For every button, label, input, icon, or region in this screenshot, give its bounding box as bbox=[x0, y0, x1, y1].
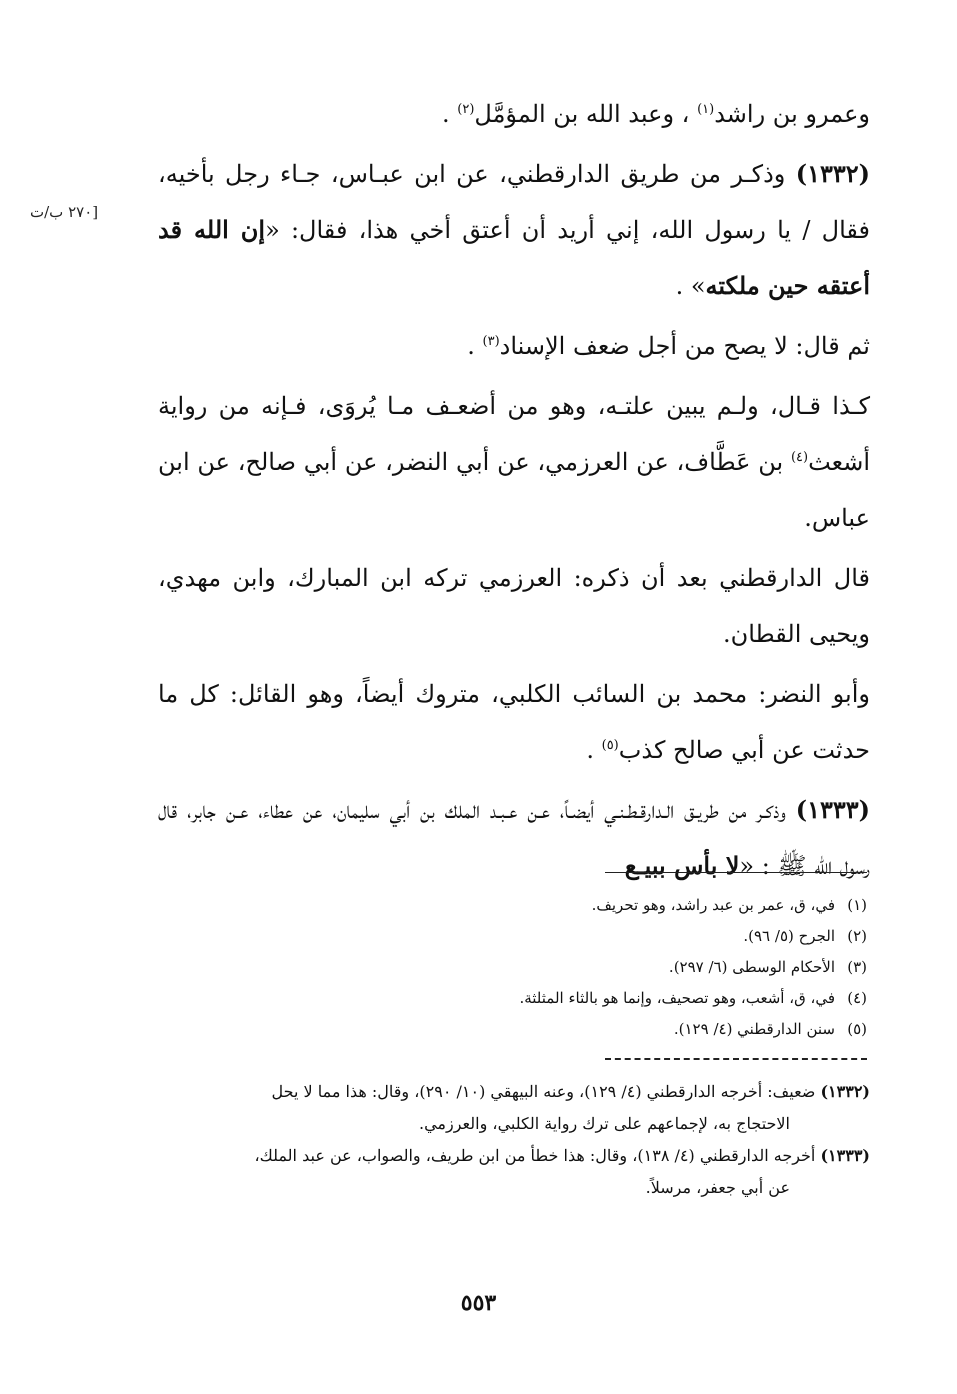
paragraph-thumma-qala: ثم قال: لا يصح من أجل ضعف الإسناد$^{(٣)}$ . bbox=[467, 332, 870, 360]
hadith-number-1333: (١٣٣٣) bbox=[795, 795, 870, 824]
footnote-ref-5: (٥) bbox=[601, 738, 619, 753]
main-text bbox=[158, 86, 870, 894]
footnotes bbox=[519, 890, 867, 1045]
footnote-ref-4: (٤) bbox=[790, 450, 809, 465]
takhrij-1333-continuation: عن أبي جعفر، مرسلاً. bbox=[645, 1178, 790, 1197]
hadith-1332: (١٣٣٢) وذكـر من طريق الدارقطني، عن ابن عبـاس، جـاء رجل بأخيه، فقال / يا رسول الله، إني أريد أن أعتق أخي هذا، فقال: «إن الله قد أعتقه حين ملكته» . bbox=[158, 159, 870, 300]
takhrij-1332: (١٣٣٢) ضعيف: أخرجه الدارقطني (٤/ ١٢٩)، وعنه البيهقي (١٠/ ٢٩٠)، وقال: هذا مما لا يحل bbox=[271, 1082, 870, 1101]
hadith-number-1332: (١٣٣٢) bbox=[795, 159, 870, 188]
paragraph-abu-nadr: وأبو النضر: محمد بن السائب الكلبي، متروك أيضاً، وهو القائل: كل ما حدثت عن أبي صالح كذب$^{(٥)}$ . bbox=[158, 680, 870, 764]
paragraph-kadha-qala: كـذا قـال، ولـم يبين علتـه، وهو من أضعـف مـا يُروَى، فـإنه من رواية أشعث$^{(٤)}$ بن عَطَّاف، عن العرزمي، عن أبي النضر، عن أبي صالح، عن ابن عباس. bbox=[158, 392, 870, 532]
takhrij-1333: (١٣٣٣) أخرجه الدارقطني (٤/ ١٣٨)، وقال: هذا خطأ من ابن طريف، والصواب، عن عبد الملك، bbox=[254, 1146, 870, 1165]
footnote-ref-1: (١) bbox=[697, 102, 715, 117]
takhrij-separator bbox=[605, 1058, 867, 1060]
hadith-quote-1332: إن الله قد أعتقه حين ملكته bbox=[158, 215, 870, 300]
manuscript-folio-note: [٢٧٠ ب/ت bbox=[30, 203, 99, 221]
footnote-item: (١)في، ق، عمر بن عبد راشد، وهو تحريف. bbox=[591, 896, 867, 914]
footnote-ref-3: (٣) bbox=[482, 334, 500, 349]
footnote-item: (٥)سنن الدارقطني (٤/ ١٢٩). bbox=[673, 1020, 867, 1038]
takhrij-1332-continuation: الاحتجاج به، لإجماعهم على ترك رواية الكلبي، والعرزمي. bbox=[419, 1114, 790, 1133]
footnote-item: (٤)في، ق، أشعب، وهو تصحيف، وإنما هو بالثاء المثلثة. bbox=[519, 989, 867, 1007]
footnote-item: (٢)الجرح (٥/ ٩٦). bbox=[743, 927, 867, 945]
text-line-continuation: وعمرو بن راشد$^{(١)}$ ، وعبد الله بن المؤمَّل$^{(٢)}$ . bbox=[441, 100, 870, 128]
hadith-quote-1333: لا بأس ببيـع bbox=[624, 851, 740, 880]
takhrij-notes bbox=[158, 1076, 870, 1204]
hadith-1333: (١٣٣٣) وذكـر من طريـق الـدارقـطـنـي أيضـاً، عـن عـبـد الملك بن أبي سليمان، عن عطاء، عـن جابر، قال رسول الله ﷺ : «لا بأس ببيـع bbox=[158, 795, 870, 880]
paragraph-daraqutni: قال الدارقطني بعد أن ذكره: العرزمي تركه ابن المبارك، وابن مهدي، ويحيى القطان. bbox=[158, 564, 870, 648]
footnote-separator bbox=[605, 872, 867, 873]
page-number: ٥٥٣ bbox=[460, 1290, 497, 1316]
footnote-ref-2: (٢) bbox=[457, 102, 475, 117]
footnote-item: (٣)الأحكام الوسطى (٦/ ٢٩٧). bbox=[668, 958, 867, 976]
